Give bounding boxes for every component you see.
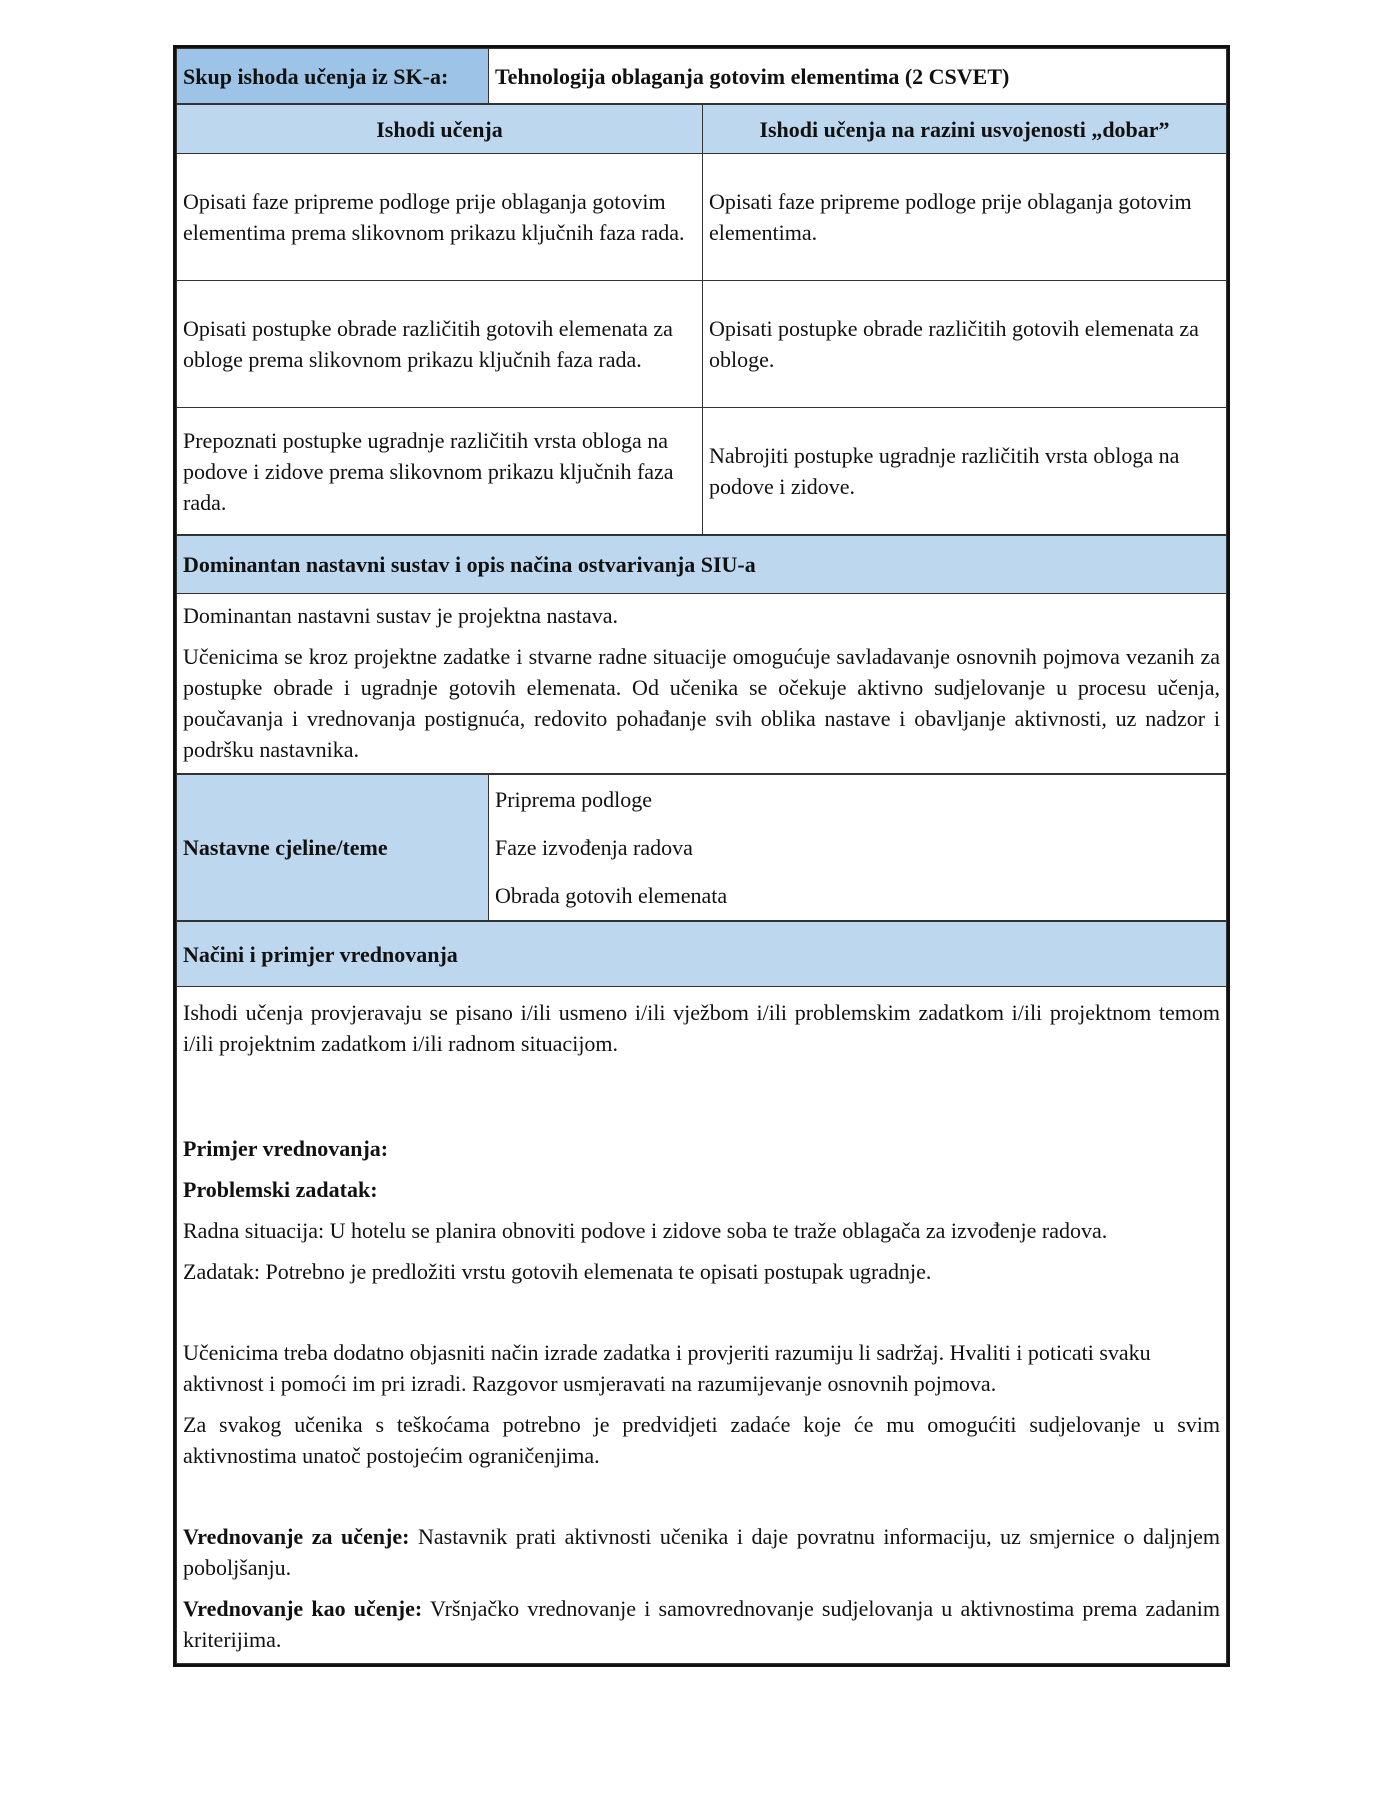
outcomes-table <box>176 104 1227 535</box>
title-row <box>177 49 1227 104</box>
assessment-intro: Ishodi učenja provjeravaju se pisano i/ili usmeno i/ili vježbom i/ili problemskim zadatkom i/ili projektnom temom i/ili projektnim zadatkom i/ili radnom situacijom. <box>183 1000 1220 1056</box>
outcome-set-title: Tehnologija oblaganja gotovim elementima (2 CSVET) <box>489 49 1227 104</box>
assessment-body-row <box>177 987 1227 1664</box>
topic-item: Priprema podloge <box>495 786 653 812</box>
teaching-system-paragraph: Učenicima se kroz projektne zadatke i stvarne radne situacije omogućuje savladavanje osnovnih pojmova vezanih za postupke obrade i ugradnje gotovih elemenata. Od učenika se očekuje aktivno sudjelovanje u procesu učenja, poučavanja i vrednovanja postignuća, redovito pohađanje svih oblika nastave i obavljanje aktivnosti, uz nadzor i podršku nastavnika. <box>183 644 1220 762</box>
topic-item: Faze izvođenja radova <box>495 834 693 860</box>
as-learning <box>183 1593 1220 1655</box>
outcome-good-cell: Nabrojiti postupke ugradnje različitih vrsta obloga na podove i zidove. <box>703 408 1227 535</box>
table-row <box>177 408 1227 535</box>
assessment-table <box>176 921 1227 1664</box>
guidance-text: Učenicima treba dodatno objasniti način izrade zadatka i provjeriti razumiju li sadržaj. Hvaliti i poticati svaku aktivnost i pomoći im pri izradi. Razgovor usmjeravati na razumijevanje osnovnih pojmova. <box>183 1340 1151 1396</box>
outcome-cell: Opisati faze pripreme podloge prije oblaganja gotovim elementima prema slikovnom prikazu ključnih faza rada. <box>177 154 703 281</box>
problem-heading-text: Problemski zadatak: <box>183 1177 378 1202</box>
for-learning-label: Vrednovanje za učenje: <box>183 1524 410 1549</box>
outcomes-header-row <box>177 105 1227 154</box>
task-text: Zadatak: Potrebno je predložiti vrstu gotovih elemenata te opisati postupak ugradnje. <box>183 1259 932 1284</box>
outcome-set-label: Skup ishoda učenja iz SK-a: <box>177 49 489 104</box>
learning-outcomes-document <box>173 45 1230 1667</box>
teaching-system-body-row <box>177 594 1227 774</box>
example-heading <box>183 1133 1220 1164</box>
teaching-system-header-row <box>177 536 1227 594</box>
outcome-good-cell: Opisati postupke obrade različitih gotovih elemenata za obloge. <box>703 281 1227 408</box>
assessment-body <box>177 987 1227 1664</box>
problem-heading <box>183 1174 1220 1205</box>
table-row <box>177 281 1227 408</box>
header-table <box>176 48 1227 104</box>
col-header-outcomes-good: Ishodi učenja na razini usvojenosti „dobar” <box>703 105 1227 154</box>
col-header-outcomes: Ishodi učenja <box>177 105 703 154</box>
as-learning-text: Vršnjačko vrednovanje i samovrednovanje sudjelovanja u aktivnostima prema zadanim kriterijima. <box>183 1596 1221 1652</box>
example-heading-text: Primjer vrednovanja: <box>183 1136 389 1161</box>
for-learning <box>183 1521 1220 1583</box>
teaching-system-paragraph: Dominantan nastavni sustav je projektna nastava. <box>183 603 618 628</box>
assessment-title: Načini i primjer vrednovanja <box>177 922 1227 987</box>
topics-table <box>176 774 1227 921</box>
teaching-system-title: Dominantan nastavni sustav i opis načina ostvarivanja SIU-a <box>177 536 1227 594</box>
as-learning-label: Vrednovanje kao učenje: <box>183 1596 423 1621</box>
special-needs-text: Za svakog učenika s teškoćama potrebno je predvidjeti zadaće koje će mu omogućiti sudjelovanje u svim aktivnostima unatoč postojećim ograničenjima. <box>183 1412 1220 1468</box>
teaching-system-body <box>177 594 1227 774</box>
topics-list <box>489 775 1227 921</box>
outcome-cell: Prepoznati postupke ugradnje različitih vrsta obloga na podove i zidove prema slikovnom prikazu ključnih faza rada. <box>177 408 703 535</box>
topics-label: Nastavne cjeline/teme <box>177 775 489 921</box>
teaching-system-table <box>176 535 1227 774</box>
topics-row <box>177 775 1227 921</box>
topic-item: Obrada gotovih elemenata <box>495 882 728 908</box>
outcome-cell: Opisati postupke obrade različitih gotovih elemenata za obloge prema slikovnom prikazu ključnih faza rada. <box>177 281 703 408</box>
for-learning-text: Nastavnik prati aktivnosti učenika i daje povratnu informaciju, uz smjernice o daljnjem poboljšanju. <box>183 1524 1220 1580</box>
work-situation: Radna situacija: U hotelu se planira obnoviti podove i zidove soba te traže oblagača za izvođenje radova. <box>183 1218 1108 1243</box>
outcome-good-cell: Opisati faze pripreme podloge prije oblaganja gotovim elementima. <box>703 154 1227 281</box>
table-row <box>177 154 1227 281</box>
assessment-header-row <box>177 922 1227 987</box>
